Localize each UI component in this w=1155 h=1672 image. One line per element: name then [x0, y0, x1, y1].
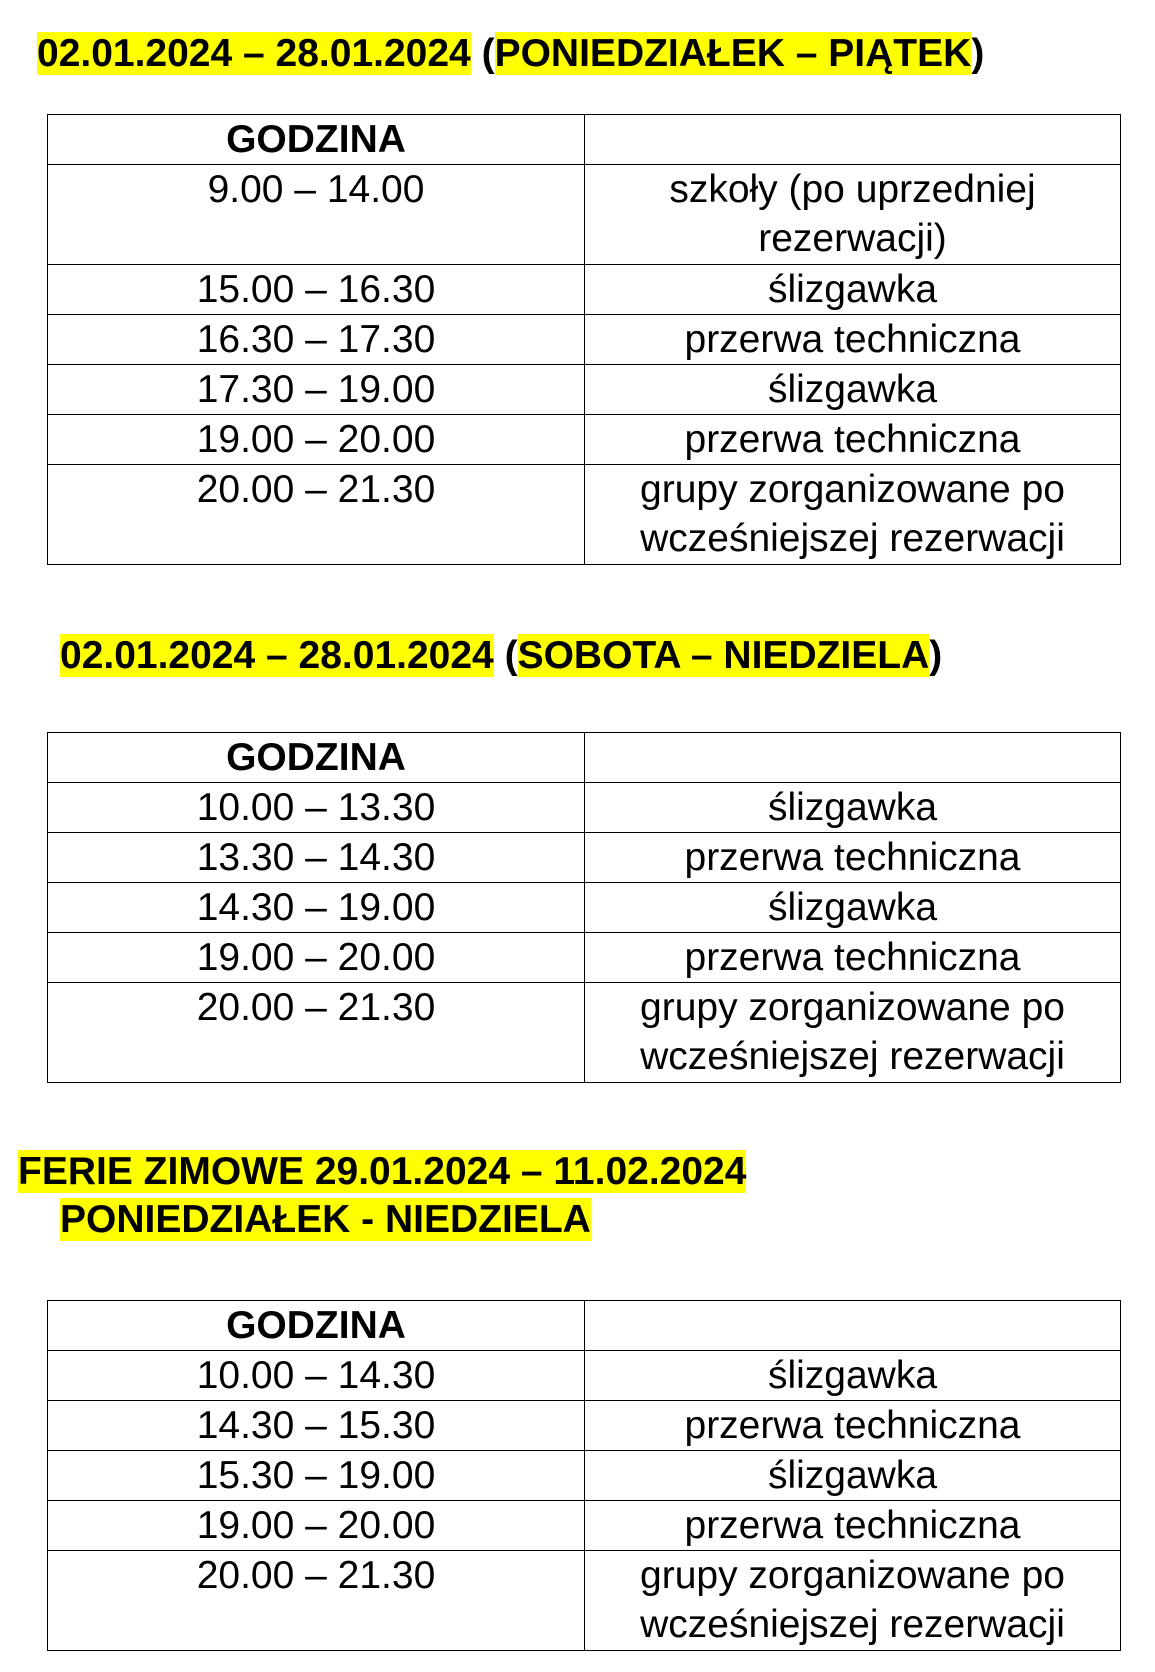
section2-open-paren: (: [493, 634, 518, 677]
section2-dates: 02.01.2024 – 28.01.2024: [60, 634, 494, 677]
table-row: [48, 833, 1121, 883]
section1-open-paren: (: [470, 32, 495, 75]
activity-cell: przerwa techniczna: [585, 315, 1121, 365]
table-row: [48, 933, 1121, 983]
table-row: [48, 1551, 1121, 1651]
section1-schedule-table: [47, 114, 1121, 565]
time-cell: 20.00 – 21.30: [48, 983, 585, 1083]
table-row: [48, 783, 1121, 833]
section1-close-paren: ): [971, 32, 985, 75]
table-row: [48, 1451, 1121, 1501]
activity-cell: przerwa techniczna: [585, 933, 1121, 983]
section2-schedule-table: [47, 732, 1121, 1083]
section1-days: PONIEDZIAŁEK – PIĄTEK: [494, 32, 972, 75]
section1-dates: 02.01.2024 – 28.01.2024: [37, 32, 471, 75]
table-header-row: [48, 733, 1121, 783]
section3-heading-line2: [60, 1196, 591, 1244]
section3-schedule-table: [47, 1300, 1121, 1651]
time-cell: 13.30 – 14.30: [48, 833, 585, 883]
column-header-activity: [585, 1301, 1121, 1351]
time-cell: 14.30 – 19.00: [48, 883, 585, 933]
section3-days: PONIEDZIAŁEK - NIEDZIELA: [60, 1198, 591, 1241]
activity-cell: ślizgawka: [585, 783, 1121, 833]
table-row: [48, 465, 1121, 565]
time-cell: 9.00 – 14.00: [48, 165, 585, 265]
column-header-time: GODZINA: [48, 1301, 585, 1351]
table-row: [48, 883, 1121, 933]
time-cell: 20.00 – 21.30: [48, 1551, 585, 1651]
time-cell: 10.00 – 13.30: [48, 783, 585, 833]
activity-cell: przerwa techniczna: [585, 1401, 1121, 1451]
activity-cell: ślizgawka: [585, 1351, 1121, 1401]
section2-close-paren: ): [929, 634, 943, 677]
section1-heading: [37, 30, 984, 78]
time-cell: 19.00 – 20.00: [48, 1501, 585, 1551]
column-header-activity: [585, 733, 1121, 783]
table-header-row: [48, 1301, 1121, 1351]
activity-cell: ślizgawka: [585, 365, 1121, 415]
activity-cell: ślizgawka: [585, 265, 1121, 315]
table-row: [48, 365, 1121, 415]
table-row: [48, 1401, 1121, 1451]
activity-cell: szkoły (po uprzedniej rezerwacji): [585, 165, 1121, 265]
time-cell: 19.00 – 20.00: [48, 415, 585, 465]
time-cell: 15.30 – 19.00: [48, 1451, 585, 1501]
activity-cell: przerwa techniczna: [585, 415, 1121, 465]
table-header-row: [48, 115, 1121, 165]
section2-heading: [60, 632, 942, 680]
time-cell: 17.30 – 19.00: [48, 365, 585, 415]
time-cell: 15.00 – 16.30: [48, 265, 585, 315]
time-cell: 14.30 – 15.30: [48, 1401, 585, 1451]
column-header-activity: [585, 115, 1121, 165]
activity-cell: grupy zorganizowane po wcześniejszej rezerwacji: [585, 1551, 1121, 1651]
table-row: [48, 415, 1121, 465]
activity-cell: przerwa techniczna: [585, 833, 1121, 883]
table-row: [48, 265, 1121, 315]
time-cell: 19.00 – 20.00: [48, 933, 585, 983]
activity-cell: ślizgawka: [585, 883, 1121, 933]
activity-cell: grupy zorganizowane po wcześniejszej rezerwacji: [585, 465, 1121, 565]
activity-cell: grupy zorganizowane po wcześniejszej rezerwacji: [585, 983, 1121, 1083]
section2-days: SOBOTA – NIEDZIELA: [517, 634, 930, 677]
table-row: [48, 315, 1121, 365]
table-row: [48, 1351, 1121, 1401]
activity-cell: ślizgawka: [585, 1451, 1121, 1501]
table-row: [48, 983, 1121, 1083]
column-header-time: GODZINA: [48, 115, 585, 165]
table-row: [48, 165, 1121, 265]
time-cell: 10.00 – 14.30: [48, 1351, 585, 1401]
time-cell: 20.00 – 21.30: [48, 465, 585, 565]
activity-cell: przerwa techniczna: [585, 1501, 1121, 1551]
table-row: [48, 1501, 1121, 1551]
section3-heading-line1: [18, 1148, 746, 1196]
time-cell: 16.30 – 17.30: [48, 315, 585, 365]
column-header-time: GODZINA: [48, 733, 585, 783]
section3-title: FERIE ZIMOWE 29.01.2024 – 11.02.2024: [18, 1150, 747, 1193]
